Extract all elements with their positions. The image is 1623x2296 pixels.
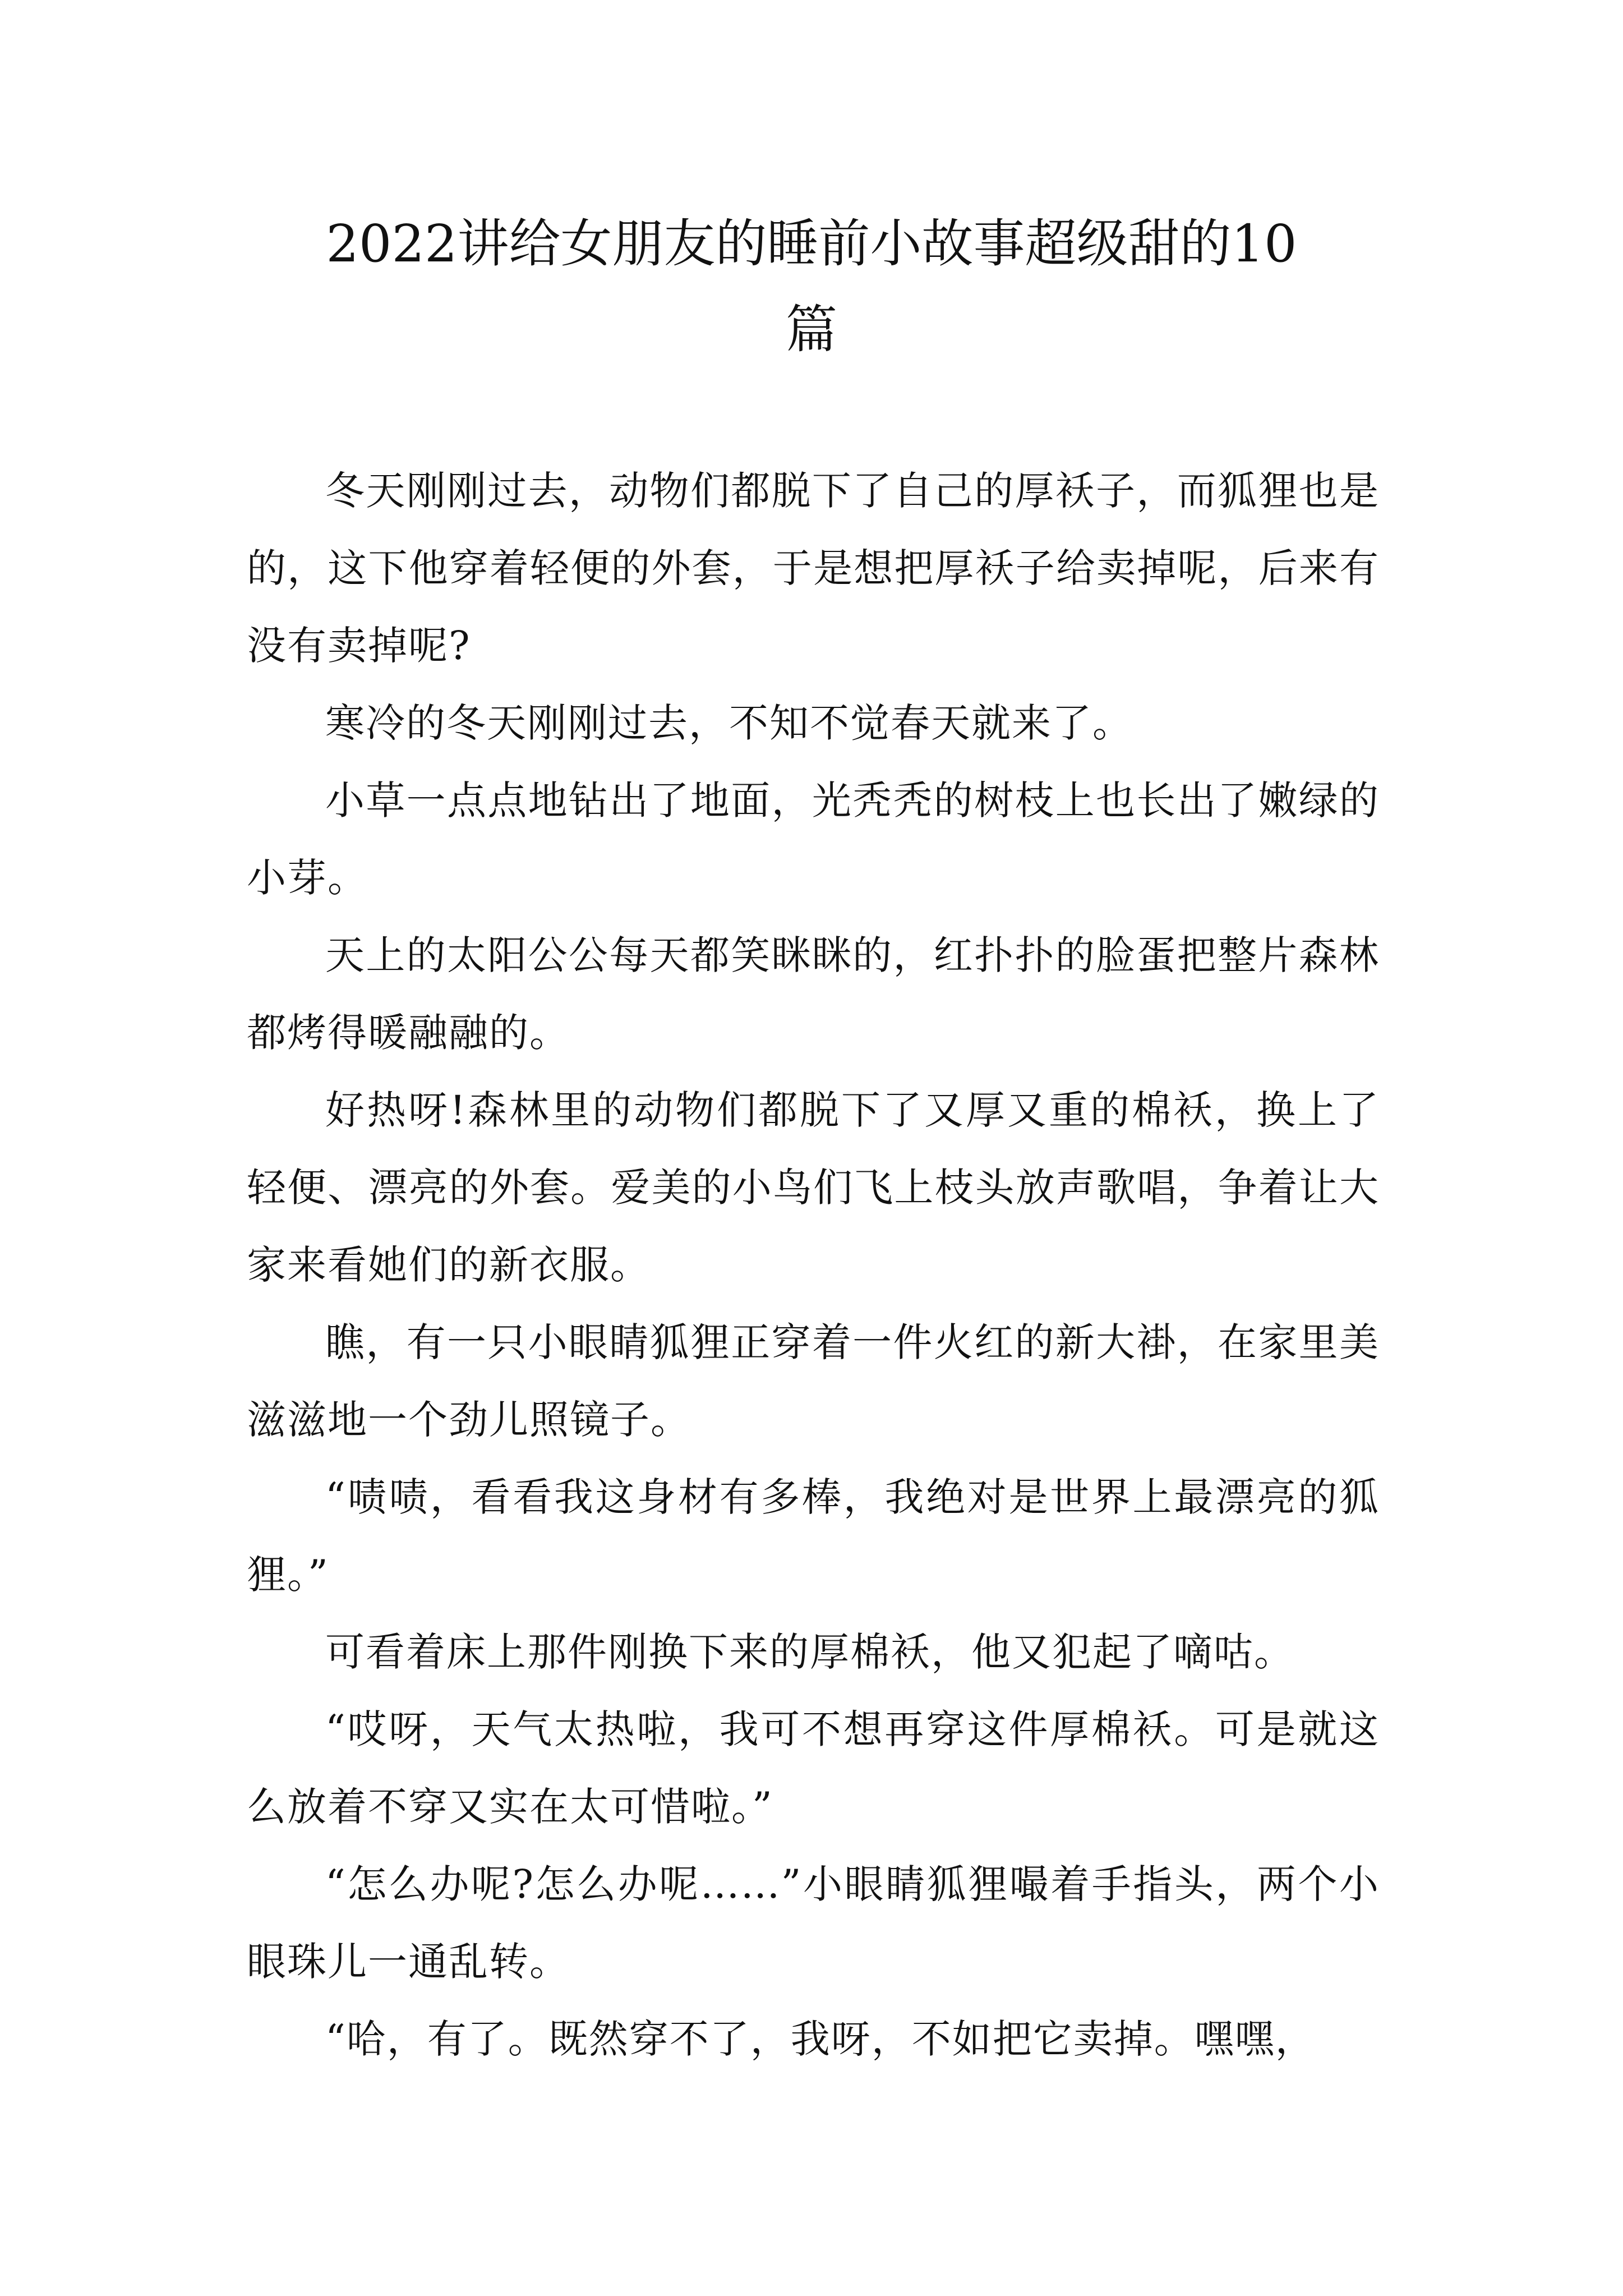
document-title-line-2: 篇 bbox=[785, 300, 837, 360]
paragraph: 冬天刚刚过去，动物们都脱下了自己的厚袄子，而狐狸也是的，这下他穿着轻便的外套，于是想把厚袄子给卖掉呢，后来有没有卖掉呢? bbox=[247, 468, 1380, 669]
paragraph: “哈，有了。既然穿不了，我呀，不如把它卖掉。嘿嘿， bbox=[325, 2016, 1316, 2062]
paragraph: 天上的太阳公公每天都笑眯眯的，红扑扑的脸蛋把整片森林都烤得暖融融的。 bbox=[247, 932, 1380, 1056]
document-title-line-1: 2022讲给女朋友的睡前小故事超级甜的10 bbox=[326, 214, 1297, 274]
paragraph: “哎呀，天气太热啦，我可不想再穿这件厚棉袄。可是就这么放着不穿又实在太可惜啦。” bbox=[247, 1706, 1380, 1830]
paragraph: 好热呀!森林里的动物们都脱下了又厚又重的棉袄，换上了轻便、漂亮的外套。爱美的小鸟们飞上枝头放声歌唱，争着让大家来看她们的新衣服。 bbox=[247, 1087, 1380, 1288]
paragraph: 瞧，有一只小眼睛狐狸正穿着一件火红的新大褂，在家里美滋滋地一个劲儿照镜子。 bbox=[247, 1319, 1380, 1443]
paragraph: “啧啧，看看我这身材有多棒，我绝对是世界上最漂亮的狐狸。” bbox=[247, 1474, 1380, 1598]
paragraph: 可看着床上那件刚换下来的厚棉袄，他又犯起了嘀咕。 bbox=[325, 1629, 1294, 1675]
document-body bbox=[247, 452, 1380, 2078]
paragraph: “怎么办呢?怎么办呢……”小眼睛狐狸嘬着手指头，两个小眼珠儿一通乱转。 bbox=[247, 1861, 1380, 1985]
paragraph: 小草一点点地钻出了地面，光秃秃的树枝上也长出了嫩绿的小芽。 bbox=[247, 777, 1380, 901]
paragraph: 寒冷的冬天刚刚过去，不知不觉春天就来了。 bbox=[325, 700, 1133, 746]
